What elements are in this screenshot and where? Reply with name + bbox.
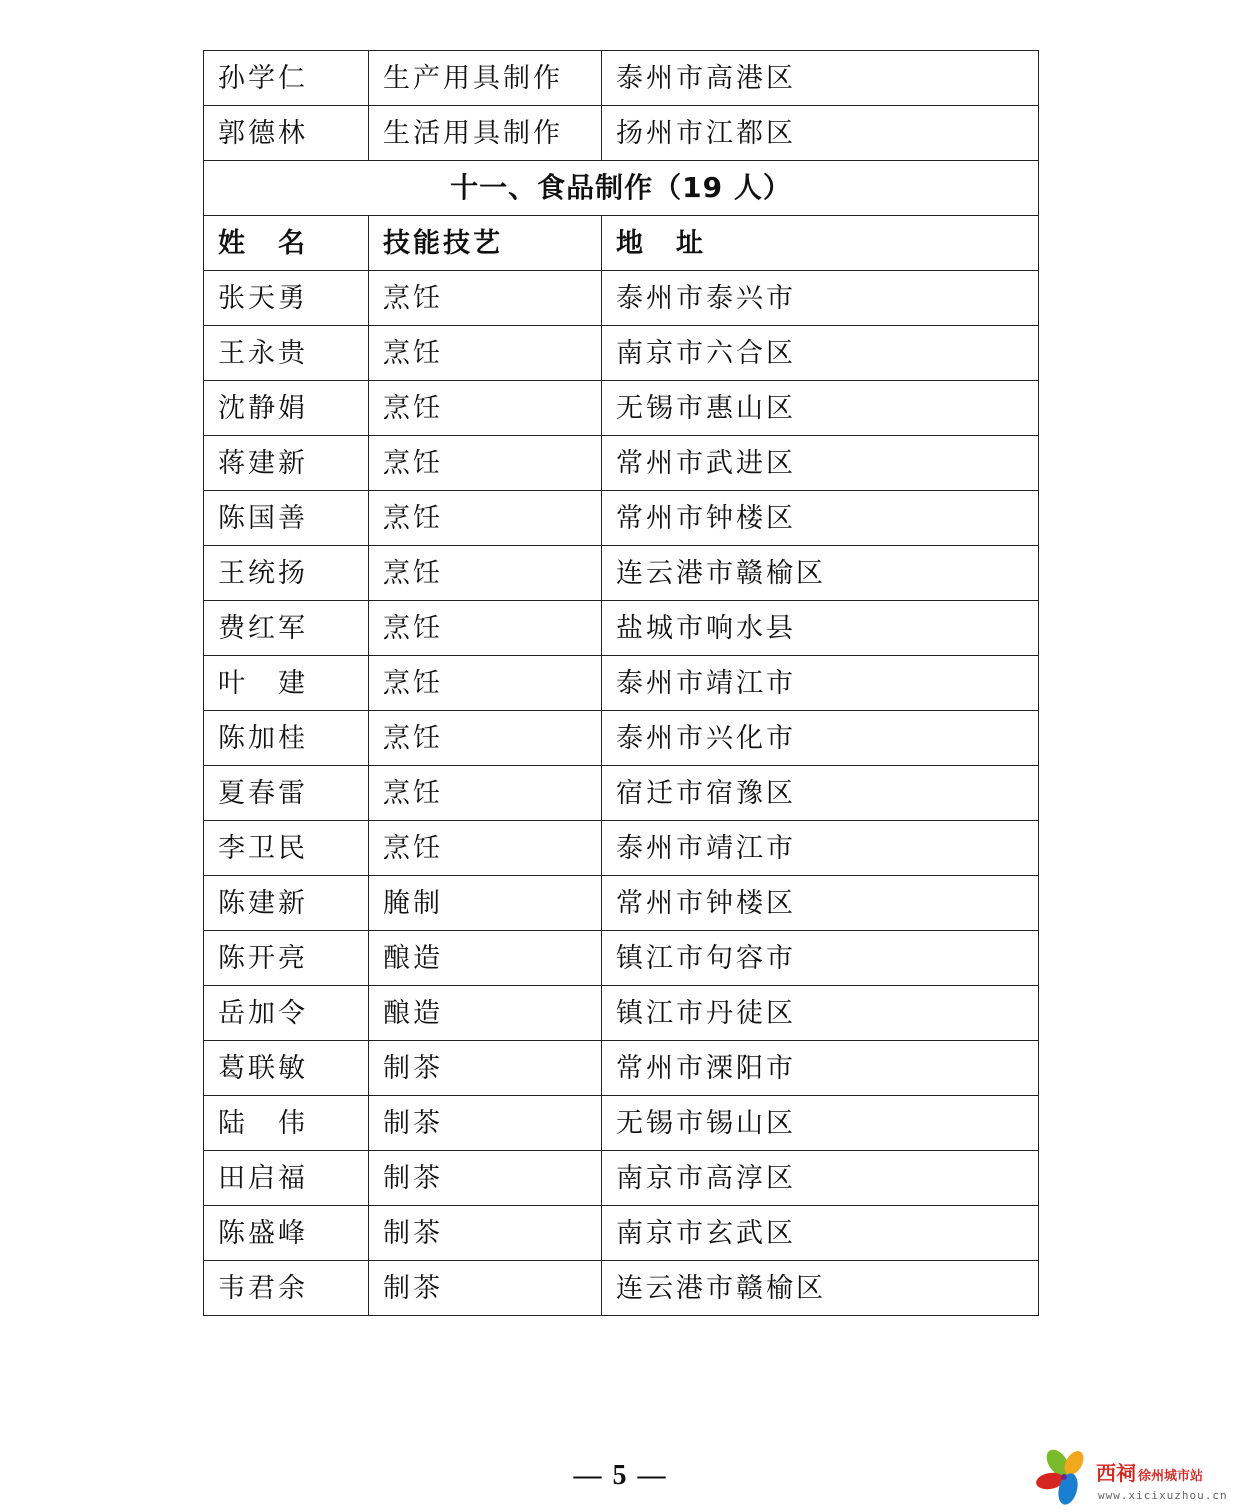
- name-cell: 郭德林: [204, 106, 369, 161]
- table-row: [204, 601, 1039, 656]
- name-cell: 夏春雷: [204, 766, 369, 821]
- skill-cell: 烹饪: [369, 326, 602, 381]
- address-cell: 泰州市泰兴市: [602, 271, 1039, 326]
- table-row: [204, 876, 1039, 931]
- address-cell: 泰州市高港区: [602, 51, 1039, 106]
- name-cell: 王统扬: [204, 546, 369, 601]
- address-cell: 盐城市响水县: [602, 601, 1039, 656]
- skill-cell: 制茶: [369, 1041, 602, 1096]
- skill-cell: 腌制: [369, 876, 602, 931]
- skill-cell: 烹饪: [369, 491, 602, 546]
- skill-cell: 酿造: [369, 931, 602, 986]
- name-cell: 陈盛峰: [204, 1206, 369, 1261]
- skill-cell: 酿造: [369, 986, 602, 1041]
- table-row: [204, 1096, 1039, 1151]
- table-row: [204, 491, 1039, 546]
- skill-cell: 生产用具制作: [369, 51, 602, 106]
- skill-cell: 烹饪: [369, 656, 602, 711]
- address-cell: 南京市高淳区: [602, 1151, 1039, 1206]
- table-row: [204, 546, 1039, 601]
- section-title: 十一、食品制作（19 人）: [204, 161, 1039, 216]
- name-cell: 陈国善: [204, 491, 369, 546]
- watermark-brand-name: 西祠: [1096, 1461, 1136, 1485]
- skill-cell: 烹饪: [369, 381, 602, 436]
- name-cell: 张天勇: [204, 271, 369, 326]
- name-cell: 李卫民: [204, 821, 369, 876]
- name-cell: 陆 伟: [204, 1096, 369, 1151]
- table-row: [204, 931, 1039, 986]
- name-cell: 岳加令: [204, 986, 369, 1041]
- table-row: [204, 51, 1039, 106]
- table-row: [204, 436, 1039, 491]
- table-row: [204, 381, 1039, 436]
- table-body: [204, 271, 1039, 1316]
- column-header-address: 地 址: [602, 216, 1039, 271]
- table-row: [204, 711, 1039, 766]
- page-number: — 5 —: [573, 1460, 668, 1491]
- name-cell: 费红军: [204, 601, 369, 656]
- name-cell: 陈建新: [204, 876, 369, 931]
- address-cell: 泰州市靖江市: [602, 821, 1039, 876]
- skill-cell: 生活用具制作: [369, 106, 602, 161]
- table-row: [204, 656, 1039, 711]
- name-cell: 陈开亮: [204, 931, 369, 986]
- skill-cell: 烹饪: [369, 711, 602, 766]
- address-cell: 常州市武进区: [602, 436, 1039, 491]
- skill-cell: 烹饪: [369, 436, 602, 491]
- skill-cell: 烹饪: [369, 271, 602, 326]
- address-cell: 无锡市锡山区: [602, 1096, 1039, 1151]
- skill-cell: 制茶: [369, 1096, 602, 1151]
- table-header-row: [204, 216, 1039, 271]
- section-title-row: [204, 161, 1039, 216]
- address-cell: 泰州市靖江市: [602, 656, 1039, 711]
- name-cell: 田启福: [204, 1151, 369, 1206]
- watermark-url: www.xicixuzhou.cn: [1098, 1489, 1228, 1502]
- skill-cell: 烹饪: [369, 601, 602, 656]
- address-cell: 南京市六合区: [602, 326, 1039, 381]
- table-row: [204, 766, 1039, 821]
- skill-cell: 制茶: [369, 1151, 602, 1206]
- table-row: [204, 821, 1039, 876]
- table-row: [204, 271, 1039, 326]
- skill-cell: 烹饪: [369, 821, 602, 876]
- table-row: [204, 326, 1039, 381]
- address-cell: 常州市钟楼区: [602, 876, 1039, 931]
- address-cell: 常州市钟楼区: [602, 491, 1039, 546]
- address-cell: 连云港市赣榆区: [602, 1261, 1039, 1316]
- name-cell: 王永贵: [204, 326, 369, 381]
- address-cell: 南京市玄武区: [602, 1206, 1039, 1261]
- address-cell: 连云港市赣榆区: [602, 546, 1039, 601]
- column-header-name: 姓 名: [204, 216, 369, 271]
- table-row: [204, 106, 1039, 161]
- table-row: [204, 1041, 1039, 1096]
- pinwheel-logo-icon: [1036, 1443, 1092, 1509]
- table-row: [204, 1206, 1039, 1261]
- watermark-brand: [1096, 1463, 1203, 1483]
- address-cell: 镇江市句容市: [602, 931, 1039, 986]
- address-cell: 泰州市兴化市: [602, 711, 1039, 766]
- name-cell: 韦君余: [204, 1261, 369, 1316]
- address-cell: 扬州市江都区: [602, 106, 1039, 161]
- table-row: [204, 1261, 1039, 1316]
- name-cell: 陈加桂: [204, 711, 369, 766]
- skill-cell: 制茶: [369, 1261, 602, 1316]
- skill-cell: 烹饪: [369, 766, 602, 821]
- address-cell: 宿迁市宿豫区: [602, 766, 1039, 821]
- name-cell: 沈静娟: [204, 381, 369, 436]
- name-cell: 葛联敏: [204, 1041, 369, 1096]
- column-header-skill: 技能技艺: [369, 216, 602, 271]
- watermark-brand-sub: 徐州城市站: [1138, 1469, 1204, 1484]
- table-row: [204, 986, 1039, 1041]
- skill-cell: 制茶: [369, 1206, 602, 1261]
- address-cell: 镇江市丹徒区: [602, 986, 1039, 1041]
- name-cell: 叶 建: [204, 656, 369, 711]
- name-cell: 孙学仁: [204, 51, 369, 106]
- address-cell: 无锡市惠山区: [602, 381, 1039, 436]
- address-cell: 常州市溧阳市: [602, 1041, 1039, 1096]
- name-cell: 蒋建新: [204, 436, 369, 491]
- food-making-table: [203, 50, 1039, 1316]
- skill-cell: 烹饪: [369, 546, 602, 601]
- watermark-logo: [1036, 1443, 1236, 1509]
- table-row: [204, 1151, 1039, 1206]
